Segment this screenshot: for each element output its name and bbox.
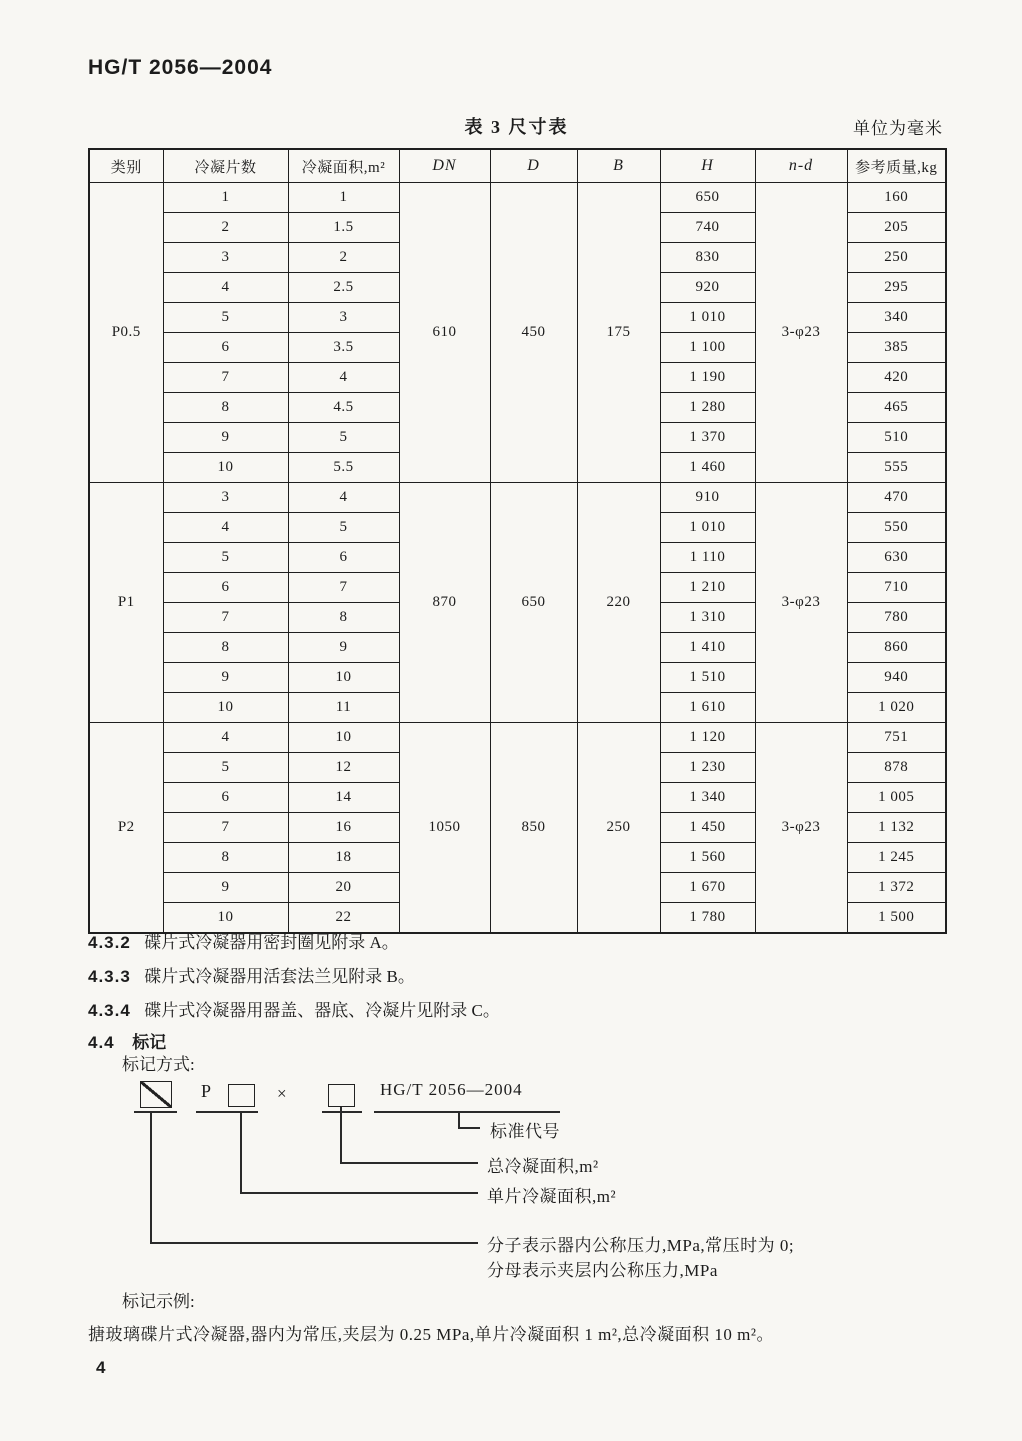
- cell-h: 1 310: [660, 603, 755, 633]
- cell-area: 3: [288, 303, 399, 333]
- col-header-category: 类别: [89, 149, 163, 183]
- cell-h: 1 450: [660, 813, 755, 843]
- page-number: 4: [96, 1358, 106, 1377]
- cell-weight: 550: [847, 513, 946, 543]
- cell-area: 2: [288, 243, 399, 273]
- cell-area: 4: [288, 483, 399, 513]
- connector-total-area-h: [340, 1162, 478, 1164]
- cell-b: 220: [577, 483, 660, 723]
- cell-pieces: 3: [163, 483, 288, 513]
- note-number: 4.3.2: [88, 933, 131, 952]
- callout-single-area: 单片冷凝面积,m²: [487, 1187, 617, 1206]
- cell-d: 850: [490, 723, 577, 934]
- note-text: 碟片式冷凝器用密封圈见附录 A。: [144, 933, 399, 952]
- designation-p-letter: P: [201, 1081, 212, 1101]
- cell-area: 7: [288, 573, 399, 603]
- table-body: [89, 183, 946, 934]
- callout-total-area: 总冷凝面积,m²: [487, 1157, 599, 1176]
- cell-dn: 610: [399, 183, 490, 483]
- cell-weight: 860: [847, 633, 946, 663]
- connector-pressure-h: [150, 1242, 478, 1244]
- underline-pressure-box: [134, 1111, 177, 1113]
- note-4-3-4: [88, 996, 500, 1021]
- col-header-h: H: [660, 149, 755, 183]
- note-text: 碟片式冷凝器用活套法兰见附录 B。: [144, 967, 415, 986]
- col-header-area: 冷凝面积,m²: [288, 149, 399, 183]
- cell-area: 10: [288, 723, 399, 753]
- connector-pressure-v: [150, 1113, 152, 1244]
- cell-h: 1 120: [660, 723, 755, 753]
- cell-h: 920: [660, 273, 755, 303]
- cell-h: 650: [660, 183, 755, 213]
- cell-weight: 780: [847, 603, 946, 633]
- standard-code-header: HG/T 2056—2004: [88, 56, 273, 79]
- cell-nd: 3-φ23: [755, 183, 847, 483]
- callout-pressure-line1: 分子表示器内公称压力,MPa,常压时为 0;: [487, 1236, 795, 1255]
- cell-area: 2.5: [288, 273, 399, 303]
- cell-weight: 160: [847, 183, 946, 213]
- designation-times-sign: ×: [277, 1084, 287, 1103]
- cell-pieces: 5: [163, 753, 288, 783]
- cell-area: 4: [288, 363, 399, 393]
- cell-pieces: 9: [163, 873, 288, 903]
- cell-pieces: 4: [163, 513, 288, 543]
- cell-area: 16: [288, 813, 399, 843]
- cell-category: P2: [89, 723, 163, 934]
- cell-area: 5: [288, 423, 399, 453]
- designation-standard-number: HG/T 2056—2004: [380, 1080, 523, 1099]
- cell-pieces: 5: [163, 303, 288, 333]
- callout-pressure-line2: 分母表示夹层内公称压力,MPa: [487, 1261, 718, 1280]
- section-heading-text: 标记: [132, 1033, 167, 1052]
- cell-weight: 1 005: [847, 783, 946, 813]
- cell-weight: 1 245: [847, 843, 946, 873]
- cell-h: 1 670: [660, 873, 755, 903]
- cell-area: 10: [288, 663, 399, 693]
- callout-standard-code: 标准代号: [490, 1122, 560, 1141]
- cell-area: 9: [288, 633, 399, 663]
- cell-area: 12: [288, 753, 399, 783]
- cell-weight: 510: [847, 423, 946, 453]
- cell-pieces: 6: [163, 573, 288, 603]
- cell-pieces: 2: [163, 213, 288, 243]
- cell-h: 1 280: [660, 393, 755, 423]
- cell-h: 740: [660, 213, 755, 243]
- marking-example-text: 搪玻璃碟片式冷凝器,器内为常压,夹层为 0.25 MPa,单片冷凝面积 1 m²,总冷凝面积 10 m²。: [88, 1325, 775, 1344]
- cell-weight: 878: [847, 753, 946, 783]
- cell-h: 1 230: [660, 753, 755, 783]
- cell-area: 5.5: [288, 453, 399, 483]
- cell-weight: 205: [847, 213, 946, 243]
- table-unit-note: 单位为毫米: [853, 119, 943, 138]
- cell-weight: 940: [847, 663, 946, 693]
- cell-area: 11: [288, 693, 399, 723]
- marking-example-label: 标记示例:: [122, 1292, 195, 1311]
- cell-pieces: 8: [163, 633, 288, 663]
- cell-weight: 250: [847, 243, 946, 273]
- cell-area: 8: [288, 603, 399, 633]
- cell-weight: 555: [847, 453, 946, 483]
- cell-h: 1 780: [660, 903, 755, 934]
- table-header-row: [89, 149, 946, 183]
- cell-b: 175: [577, 183, 660, 483]
- cell-pieces: 7: [163, 603, 288, 633]
- cell-nd: 3-φ23: [755, 483, 847, 723]
- cell-area: 4.5: [288, 393, 399, 423]
- cell-d: 450: [490, 183, 577, 483]
- underline-single-area: [196, 1111, 258, 1113]
- note-4-3-2: [88, 928, 399, 953]
- cell-dn: 1050: [399, 723, 490, 934]
- cell-h: 1 210: [660, 573, 755, 603]
- cell-h: 1 340: [660, 783, 755, 813]
- cell-h: 830: [660, 243, 755, 273]
- cell-area: 6: [288, 543, 399, 573]
- total-area-box: [328, 1084, 355, 1107]
- col-header-d: D: [490, 149, 577, 183]
- cell-pieces: 5: [163, 543, 288, 573]
- cell-weight: 1 020: [847, 693, 946, 723]
- single-area-box: [228, 1084, 255, 1107]
- cell-h: 1 010: [660, 513, 755, 543]
- underline-standard-number: [374, 1111, 560, 1113]
- cell-pieces: 4: [163, 723, 288, 753]
- table-row: [89, 183, 946, 213]
- cell-h: 1 560: [660, 843, 755, 873]
- col-header-nd: n-d: [755, 149, 847, 183]
- section-heading-number: 4.4: [88, 1033, 115, 1052]
- cell-category: P1: [89, 483, 163, 723]
- cell-h: 1 190: [660, 363, 755, 393]
- cell-h: 1 410: [660, 633, 755, 663]
- col-header-dn: DN: [399, 149, 490, 183]
- dimension-table: [88, 148, 947, 934]
- cell-pieces: 10: [163, 453, 288, 483]
- cell-weight: 295: [847, 273, 946, 303]
- table-row: [89, 483, 946, 513]
- connector-single-area-v: [240, 1113, 242, 1194]
- cell-area: 18: [288, 843, 399, 873]
- table-row: [89, 723, 946, 753]
- connector-standard-code-h: [458, 1127, 480, 1129]
- cell-h: 1 460: [660, 453, 755, 483]
- cell-pieces: 10: [163, 903, 288, 934]
- table-caption: 表 3 尺寸表: [464, 117, 569, 137]
- cell-pieces: 7: [163, 813, 288, 843]
- cell-pieces: 9: [163, 663, 288, 693]
- cell-pieces: 6: [163, 783, 288, 813]
- underline-total-area: [322, 1111, 362, 1113]
- table-caption-row: [88, 113, 945, 139]
- cell-pieces: 7: [163, 363, 288, 393]
- cell-area: 20: [288, 873, 399, 903]
- cell-weight: 465: [847, 393, 946, 423]
- cell-area: 1: [288, 183, 399, 213]
- col-header-weight: 参考质量,kg: [847, 149, 946, 183]
- col-header-pieces: 冷凝片数: [163, 149, 288, 183]
- cell-weight: 710: [847, 573, 946, 603]
- note-number: 4.3.3: [88, 967, 131, 986]
- cell-h: 1 610: [660, 693, 755, 723]
- cell-pieces: 6: [163, 333, 288, 363]
- cell-weight: 470: [847, 483, 946, 513]
- cell-pieces: 3: [163, 243, 288, 273]
- note-4-3-3: [88, 962, 415, 987]
- cell-area: 22: [288, 903, 399, 934]
- cell-dn: 870: [399, 483, 490, 723]
- connector-total-area-v: [340, 1107, 342, 1164]
- cell-weight: 420: [847, 363, 946, 393]
- cell-pieces: 8: [163, 843, 288, 873]
- marking-method-label: 标记方式:: [122, 1055, 195, 1074]
- cell-d: 650: [490, 483, 577, 723]
- cell-weight: 1 372: [847, 873, 946, 903]
- cell-pieces: 9: [163, 423, 288, 453]
- cell-area: 5: [288, 513, 399, 543]
- cell-weight: 340: [847, 303, 946, 333]
- cell-weight: 1 500: [847, 903, 946, 934]
- cell-category: P0.5: [89, 183, 163, 483]
- cell-weight: 751: [847, 723, 946, 753]
- note-text: 碟片式冷凝器用器盖、器底、冷凝片见附录 C。: [144, 1001, 500, 1020]
- col-header-b: B: [577, 149, 660, 183]
- cell-pieces: 1: [163, 183, 288, 213]
- pressure-fraction-box: [140, 1081, 172, 1108]
- cell-h: 1 100: [660, 333, 755, 363]
- cell-pieces: 10: [163, 693, 288, 723]
- cell-h: 1 110: [660, 543, 755, 573]
- cell-h: 910: [660, 483, 755, 513]
- cell-nd: 3-φ23: [755, 723, 847, 934]
- note-number: 4.3.4: [88, 1001, 131, 1020]
- cell-h: 1 510: [660, 663, 755, 693]
- cell-area: 1.5: [288, 213, 399, 243]
- cell-weight: 1 132: [847, 813, 946, 843]
- cell-weight: 385: [847, 333, 946, 363]
- cell-b: 250: [577, 723, 660, 934]
- cell-h: 1 010: [660, 303, 755, 333]
- cell-h: 1 370: [660, 423, 755, 453]
- cell-pieces: 4: [163, 273, 288, 303]
- cell-pieces: 8: [163, 393, 288, 423]
- connector-single-area-h: [240, 1192, 478, 1194]
- cell-weight: 630: [847, 543, 946, 573]
- cell-area: 3.5: [288, 333, 399, 363]
- cell-area: 14: [288, 783, 399, 813]
